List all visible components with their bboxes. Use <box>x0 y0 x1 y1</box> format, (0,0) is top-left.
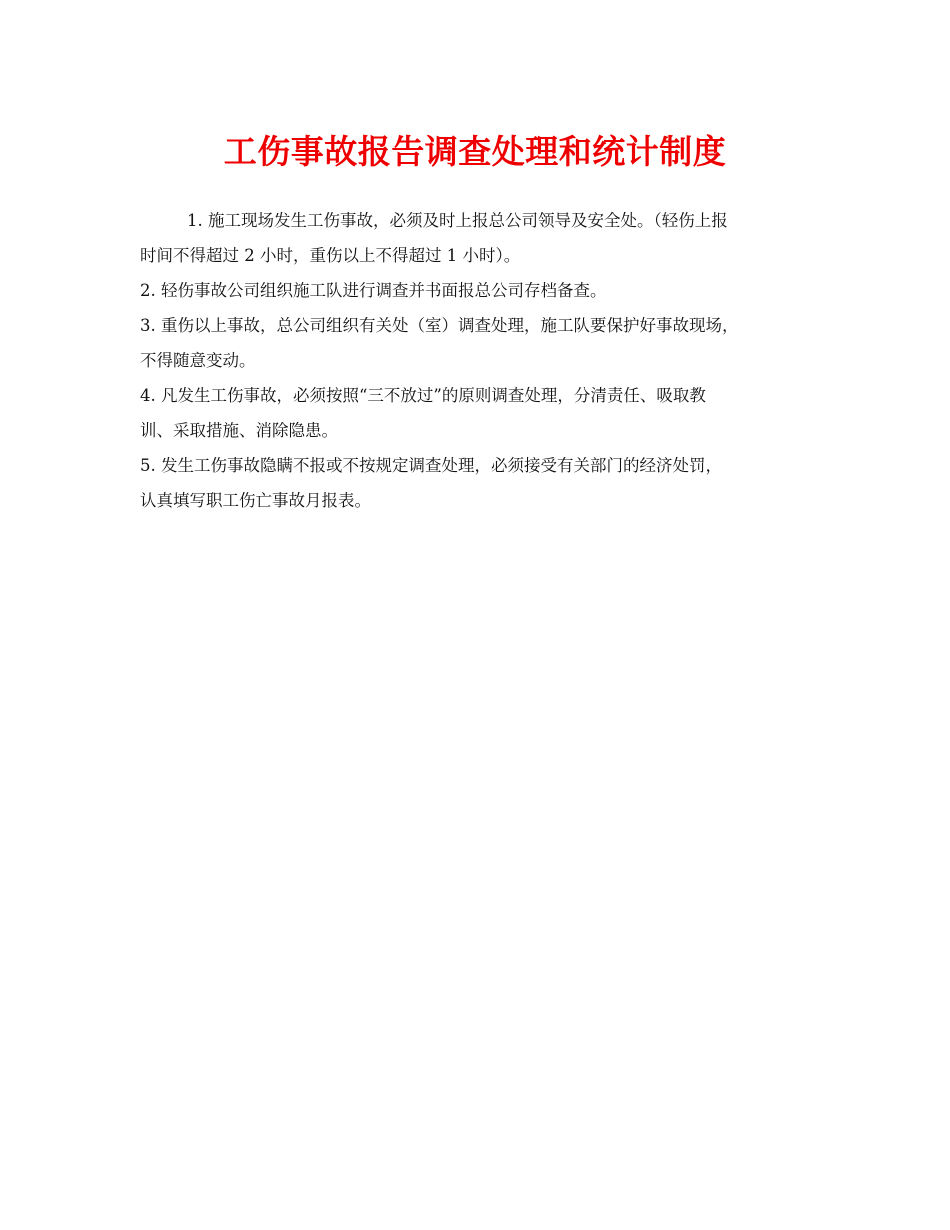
rule-5-line-1: 5. 发生工伤事故隐瞒不报或不按规定调查处理，必须接受有关部门的经济处罚， <box>140 456 722 475</box>
rule-4-line-1: 4. 凡发生工伤事故，必须按照“三不放过”的原则调查处理，分清责任、吸取教 <box>140 386 706 405</box>
rule-5-line-2: 认真填写职工伤亡事故月报表。 <box>140 491 371 510</box>
document-title: 工伤事故报告调查处理和统计制度 <box>223 132 727 171</box>
document-body <box>140 203 825 518</box>
rule-1-line-1: 1. 施工现场发生工伤事故，必须及时上报总公司领导及安全处。（轻伤上报 <box>187 211 728 230</box>
rule-2-line-1: 2. 轻伤事故公司组织施工队进行调查并书面报总公司存档备查。 <box>140 281 607 300</box>
rule-4-line-2: 训、采取措施、消除隐患。 <box>140 421 338 440</box>
rule-3-line-2: 不得随意变动。 <box>140 351 256 370</box>
rule-3-line-1: 3. 重伤以上事故，总公司组织有关处（室）调查处理，施工队要保护好事故现场， <box>140 316 739 335</box>
rule-1-line-2: 时间不得超过 2 小时，重伤以上不得超过 1 小时）。 <box>140 246 521 265</box>
